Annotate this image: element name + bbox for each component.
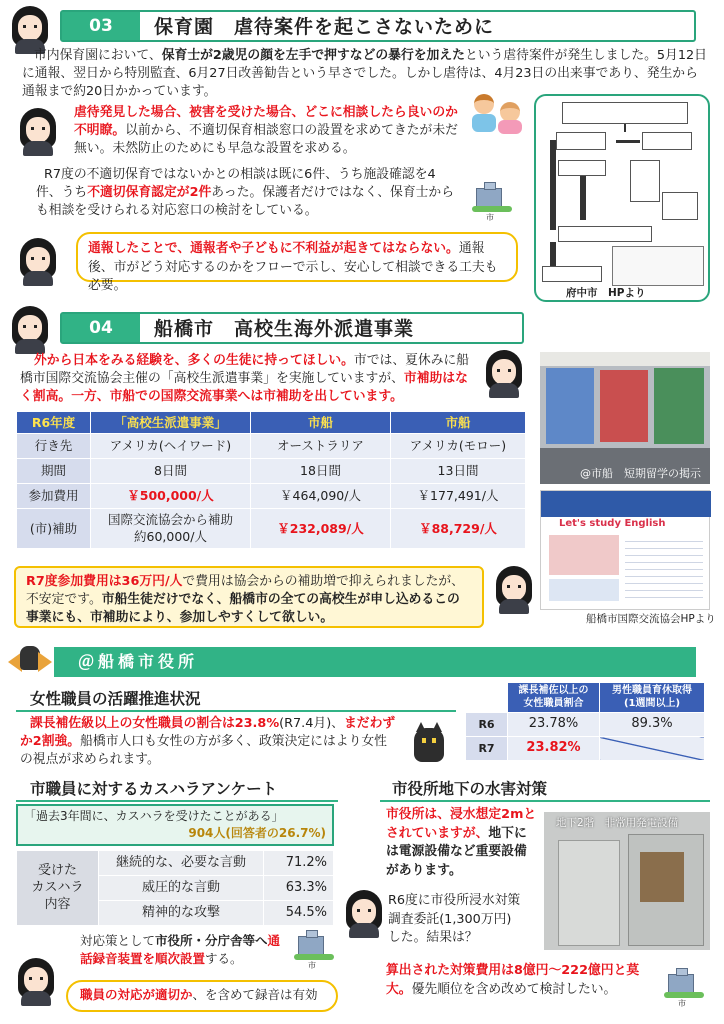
s04-intro: 外から日本をみる経験を、多くの生徒に持ってほしい。市では、夏休みに船橋市国際交流協会主催の「高校生派遣事業」を実施していますが、市補助はなく割高。一方、市船での国際交流事業へは市補助を出しています。 [20,353,470,405]
survey-answer: 904人(回答者の26.7%) [188,826,326,841]
city-hall-icon: 市 [664,968,704,998]
avatar [8,306,52,354]
avatar [482,350,526,398]
section-number: 04 [62,314,140,342]
poster-caption: 船橋市国際交流協会HPより [586,613,716,625]
poster-title: Let's study English [559,518,666,529]
bulletin-board-photo [540,352,710,484]
flow-caption: 府中市 HPより [566,287,646,299]
flood-result: 算出された対策費用は8億円～222億円と莫大。優先順位を含め改めて検討したい。 [386,963,640,997]
megaphone-mascot-icon [8,640,52,680]
table-header: 市船 [251,412,391,434]
response-flow-diagram [534,94,710,302]
cat-mascot-icon [404,722,454,766]
women-heading: 女性職員の活躍推進状況 [30,690,201,708]
avatar [342,890,386,938]
section-04-header [60,312,524,344]
s03-answer: R7度の不適切保育ではないかとの相談は既に6件、うち施設確認を4件、うち不適切保育認定が2件あった。保護者だけではなく、保育士からも相談を受けられる対応窓口の検討をしている。 [36,167,455,219]
city-hall-banner: ＠船橋市役所 [54,647,696,677]
children-illustration [470,92,528,136]
table-row: (市)補助 国際交流協会から補助 約60,000/人 ￥232,089/人 ￥88,729/人 [17,509,526,549]
kasuhara-survey [16,804,334,926]
avatar [14,958,58,1006]
generator-photo [544,812,710,950]
table-row: 期間 8日間 18日間 13日間 [17,459,526,484]
s04-opinion-box: R7度参加費用は36万円/人で費用は協会からの補助増で抑えられましたが、不安定です。市船生徒だけでなく、船橋市の全ての高校生が申し込めるこの事業にも、市補助により、参加しやすくして欲しい。 [14,566,484,628]
flood-text: 市役所は、浸水想定2mとされていますが、地下には電源設備など重要設備があります。 [386,807,537,878]
table-row: 精神的な攻撃 54.5% [17,901,334,926]
table-row: 受けた カスハラ 内容 継続的な、必要な言動 71.2% [17,851,334,876]
photo-caption: 地下2階 非常用発電設備 [556,817,679,829]
kasuhara-opinion-box: 職員の対応が適切か、を含めて録音は有効 [66,980,338,1012]
photo-caption: @市船 短期留学の掲示 [580,467,701,480]
avatar [492,566,536,614]
program-poster [540,490,710,610]
city-hall-icon: 市 [472,182,512,212]
section-title: 船橋市 高校生海外派遣事業 [154,318,415,340]
section-number: 03 [62,12,140,40]
kasuhara-heading: 市職員に対するカスハラアンケート [30,780,278,798]
avatar [16,108,60,156]
table-row: R6 23.78% 89.3% [466,713,705,737]
survey-question: 「過去3年間に、カスハラを受けたことがある」 [24,809,284,823]
section-title: 保育園 虐待案件を起こさないために [154,16,495,38]
kasuhara-measure: 対応策として市役所・分庁舎等へ通話録音装置を順次設置する。 [80,933,281,967]
table-row: 威圧的な言動 63.3% [17,876,334,901]
s03-intro: 市内保育園において、保育士が2歳児の顔を左手で押すなどの暴行を加えたという虐待案件が発生しました。5月12日に通報、翌日から特別監査、6月27日改善勧告という早さでした。しかし虐待は、4月23日の出来事であり、発生から通報まで約20日かかっています。 [22,48,707,100]
table-row: 参加費用 ￥500,000/人 ￥464,090/人 ￥177,491/人 [17,484,526,509]
flood-answer: R6度に市役所浸水対策調査委託(1,300万円)した。結果は？ [388,893,521,946]
avatar [16,238,60,286]
women-text: 課長補佐級以上の女性職員の割合は23.8%(R7.4月)、まだわずか2割強。船橋市人口も女性の方が多く、政策決定にはより女性の視点が求められます。 [20,716,396,768]
table-header: 市船 [391,412,526,434]
women-stats-table: 課長補佐以上の 女性職員割合 男性職員育休取得 (1週間以上) R6 23.78% 89.3% R7 23.82% [465,682,705,761]
exchange-program-table [16,411,526,549]
s03-opinion-box: 通報したことで、通報者や子どもに不利益が起きてはならない。通報後、市がどう対応するのかをフローで示し、安心して相談できる工夫も必要。 [76,232,518,282]
table-header: 「高校生派遣事業」 [91,412,251,434]
s03-question: 虐待発見した場合、被害を受けた場合、どこに相談したら良いのか不明瞭。以前から、不適切保育相談窓口の設置を求めてきたが未だ無い。未然防止のためにも早急な設置を求める。 [74,105,458,157]
table-header: R6年度 [17,412,91,434]
section-03-header [60,10,696,42]
table-row: R7 23.82% [466,737,705,761]
city-hall-icon: 市 [294,930,334,960]
flood-heading: 市役所地下の水害対策 [392,780,548,798]
table-row: 行き先 アメリカ(ヘイワード) オーストラリア アメリカ(モロー) [17,434,526,459]
